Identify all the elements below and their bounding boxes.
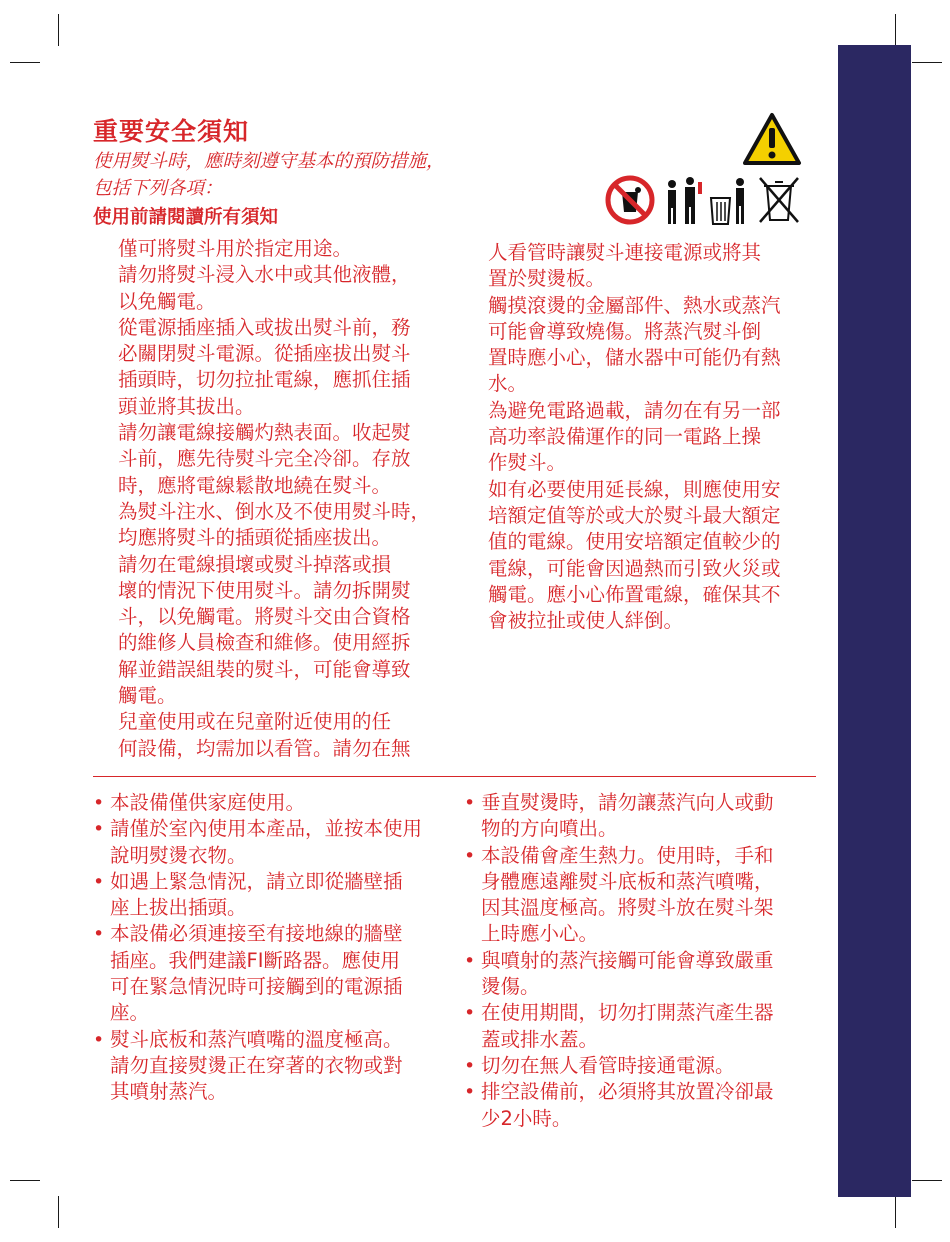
text-line: 從電源插座插入或拔出熨斗前，務 bbox=[118, 315, 411, 339]
dispose-in-bin-icon bbox=[708, 176, 752, 226]
paragraph bbox=[118, 236, 430, 262]
crop-mark bbox=[912, 1180, 942, 1181]
text-line: 斗，以免觸電。將熨斗交由合資格 bbox=[118, 605, 411, 629]
text-line: 身體應遠離熨斗底板和蒸汽噴嘴， bbox=[481, 869, 774, 893]
text-line: 會被拉扯或使人絆倒。 bbox=[488, 609, 684, 633]
subtitle-line: 包括下列各項： bbox=[93, 178, 223, 199]
bullet-list-left bbox=[93, 790, 422, 1106]
text-line: 的維修人員檢查和維修。使用經拆 bbox=[118, 631, 411, 655]
text-line: 可在緊急情況時可接觸到的電源插 bbox=[110, 975, 403, 999]
crop-mark bbox=[912, 62, 942, 63]
text-line: • 本設備必須連接至有接地線的牆壁 bbox=[110, 922, 403, 946]
text-line: 觸電。應小心佈置電線，確保其不 bbox=[488, 582, 781, 606]
person-with-child-icon bbox=[662, 176, 706, 226]
crop-mark bbox=[10, 62, 40, 63]
paragraph bbox=[488, 240, 781, 293]
paragraph bbox=[118, 709, 430, 762]
text-line: 以免觸電。 bbox=[118, 289, 216, 313]
text-line: 上時應小心。 bbox=[481, 922, 599, 946]
text-line: 水。 bbox=[488, 372, 528, 396]
warning-triangle-icon bbox=[742, 112, 802, 166]
paragraph bbox=[118, 552, 430, 710]
text-line: 人看管時讓熨斗連接電源或將其 bbox=[488, 241, 762, 264]
paragraph bbox=[488, 477, 781, 635]
text-line: 培額定值等於或大於熨斗最大額定 bbox=[488, 503, 781, 527]
text-line: 物的方向噴出。 bbox=[481, 817, 618, 841]
list-item bbox=[464, 1079, 774, 1132]
text-line: 燙傷。 bbox=[481, 975, 540, 999]
text-line: 解並錯誤組裝的熨斗，可能會導致 bbox=[118, 657, 411, 681]
text-line: 何設備，均需加以看管。請勿在無 bbox=[118, 736, 411, 760]
text-line: 為熨斗注水、倒水及不使用熨斗時， bbox=[118, 499, 431, 523]
subtitle-line: 使用熨斗時，應時刻遵守基本的預防措施， bbox=[93, 151, 445, 172]
text-line: 時，應將電線鬆散地繞在熨斗。 bbox=[118, 473, 392, 497]
text-line: 為避免電路過載，請勿在有另一部 bbox=[488, 398, 781, 422]
page-subtitle bbox=[93, 148, 563, 202]
text-line: 請勿在電線損壞或熨斗掉落或損 bbox=[118, 552, 392, 576]
text-line: 請勿將熨斗浸入水中或其他液體， bbox=[118, 263, 411, 287]
text-line: • 熨斗底板和蒸汽噴嘴的溫度極高。 bbox=[110, 1027, 403, 1051]
crop-mark bbox=[895, 14, 896, 46]
text-line: 說明熨燙衣物。 bbox=[110, 843, 247, 867]
text-line: 頭並將其拔出。 bbox=[118, 394, 255, 418]
section-divider bbox=[93, 776, 816, 777]
text-line: • 如遇上緊急情況，請立即從牆壁插 bbox=[110, 869, 403, 893]
list-item bbox=[464, 790, 774, 843]
text-line: 必關閉熨斗電源。從插座拔出熨斗 bbox=[118, 342, 411, 366]
crossed-out-bin-icon bbox=[756, 174, 802, 226]
safety-text-column-left bbox=[118, 236, 430, 762]
paragraph bbox=[488, 293, 781, 398]
list-item bbox=[464, 1053, 774, 1079]
text-line: 斗前，應先待熨斗完全冷卻。存放 bbox=[118, 447, 411, 471]
text-line: 觸電。 bbox=[118, 684, 177, 708]
text-line: 插座。我們建議FI斷路器。應使用 bbox=[110, 948, 400, 972]
read-instructions-heading: 使用前請閱讀所有須知 bbox=[93, 207, 279, 228]
text-line: 觸摸滾燙的金屬部件、熱水或蒸汽 bbox=[488, 293, 781, 317]
paragraph bbox=[488, 398, 781, 477]
list-item bbox=[464, 1000, 774, 1053]
paragraph bbox=[118, 499, 430, 552]
text-line: 如有必要使用延長線，則應使用安 bbox=[488, 477, 781, 501]
text-line: 因其溫度極高。將熨斗放在熨斗架 bbox=[481, 896, 774, 920]
no-children-drinking-icon bbox=[604, 174, 656, 226]
safety-text-column-right bbox=[488, 240, 781, 634]
text-line: 蓋或排水蓋。 bbox=[481, 1027, 599, 1051]
side-color-band bbox=[838, 45, 911, 1197]
text-line: 高功率設備運作的同一電路上操 bbox=[488, 425, 762, 449]
paragraph bbox=[118, 420, 430, 499]
text-line: 作熨斗。 bbox=[488, 451, 567, 475]
list-item bbox=[93, 869, 422, 922]
text-line: • 與噴射的蒸汽接觸可能會導致嚴重 bbox=[481, 948, 774, 972]
list-item bbox=[93, 921, 422, 1026]
text-line: 請勿直接熨燙正在穿著的衣物或對 bbox=[110, 1053, 403, 1077]
list-item bbox=[464, 948, 774, 1001]
text-line: 少2小時。 bbox=[481, 1106, 572, 1130]
crop-mark bbox=[58, 14, 59, 46]
text-line: 座。 bbox=[110, 1001, 150, 1025]
page-title: 重要安全須知 bbox=[93, 117, 250, 146]
text-line: 置於熨燙板。 bbox=[488, 267, 606, 291]
text-line: • 本設備僅供家庭使用。 bbox=[110, 791, 306, 814]
crop-mark bbox=[10, 1180, 40, 1181]
text-line: 壞的情況下使用熨斗。請勿拆開熨 bbox=[118, 578, 411, 602]
list-item bbox=[93, 1027, 422, 1106]
bullet-list-right bbox=[464, 790, 774, 1132]
text-line: 座上拔出插頭。 bbox=[110, 896, 247, 920]
text-line: 可能會導致燒傷。將蒸汽熨斗倒 bbox=[488, 319, 762, 343]
list-item bbox=[464, 843, 774, 948]
text-line: 插頭時，切勿拉扯電線，應抓住插 bbox=[118, 368, 411, 392]
text-line: 置時應小心，儲水器中可能仍有熱 bbox=[488, 346, 781, 370]
text-line: 電線，可能會因過熱而引致火災或 bbox=[488, 556, 781, 580]
text-line: • 排空設備前，必須將其放置冷卻最 bbox=[481, 1080, 774, 1104]
text-line: • 在使用期間，切勿打開蒸汽產生器 bbox=[481, 1001, 774, 1025]
text-line: • 請僅於室內使用本產品，並按本使用 bbox=[110, 817, 423, 841]
text-line: • 本設備會產生熱力。使用時，手和 bbox=[481, 843, 774, 867]
text-line: • 垂直熨燙時，請勿讓蒸汽向人或動 bbox=[481, 791, 774, 814]
list-item bbox=[93, 790, 422, 816]
paragraph bbox=[118, 262, 430, 315]
list-item bbox=[93, 816, 422, 869]
safety-icons bbox=[600, 112, 810, 228]
text-line: • 切勿在無人看管時接通電源。 bbox=[481, 1053, 735, 1077]
text-line: 其噴射蒸汽。 bbox=[110, 1080, 228, 1104]
paragraph bbox=[118, 315, 430, 420]
text-line: 請勿讓電線接觸灼熱表面。收起熨 bbox=[118, 421, 411, 445]
crop-mark bbox=[895, 1196, 896, 1228]
text-line: 兒童使用或在兒童附近使用的任 bbox=[118, 710, 392, 734]
text-line: 均應將熨斗的插頭從插座拔出。 bbox=[118, 526, 392, 550]
text-line: 值的電線。使用安培額定值較少的 bbox=[488, 530, 781, 554]
crop-mark bbox=[58, 1196, 59, 1228]
text-line: 僅可將熨斗用於指定用途。 bbox=[118, 237, 353, 260]
